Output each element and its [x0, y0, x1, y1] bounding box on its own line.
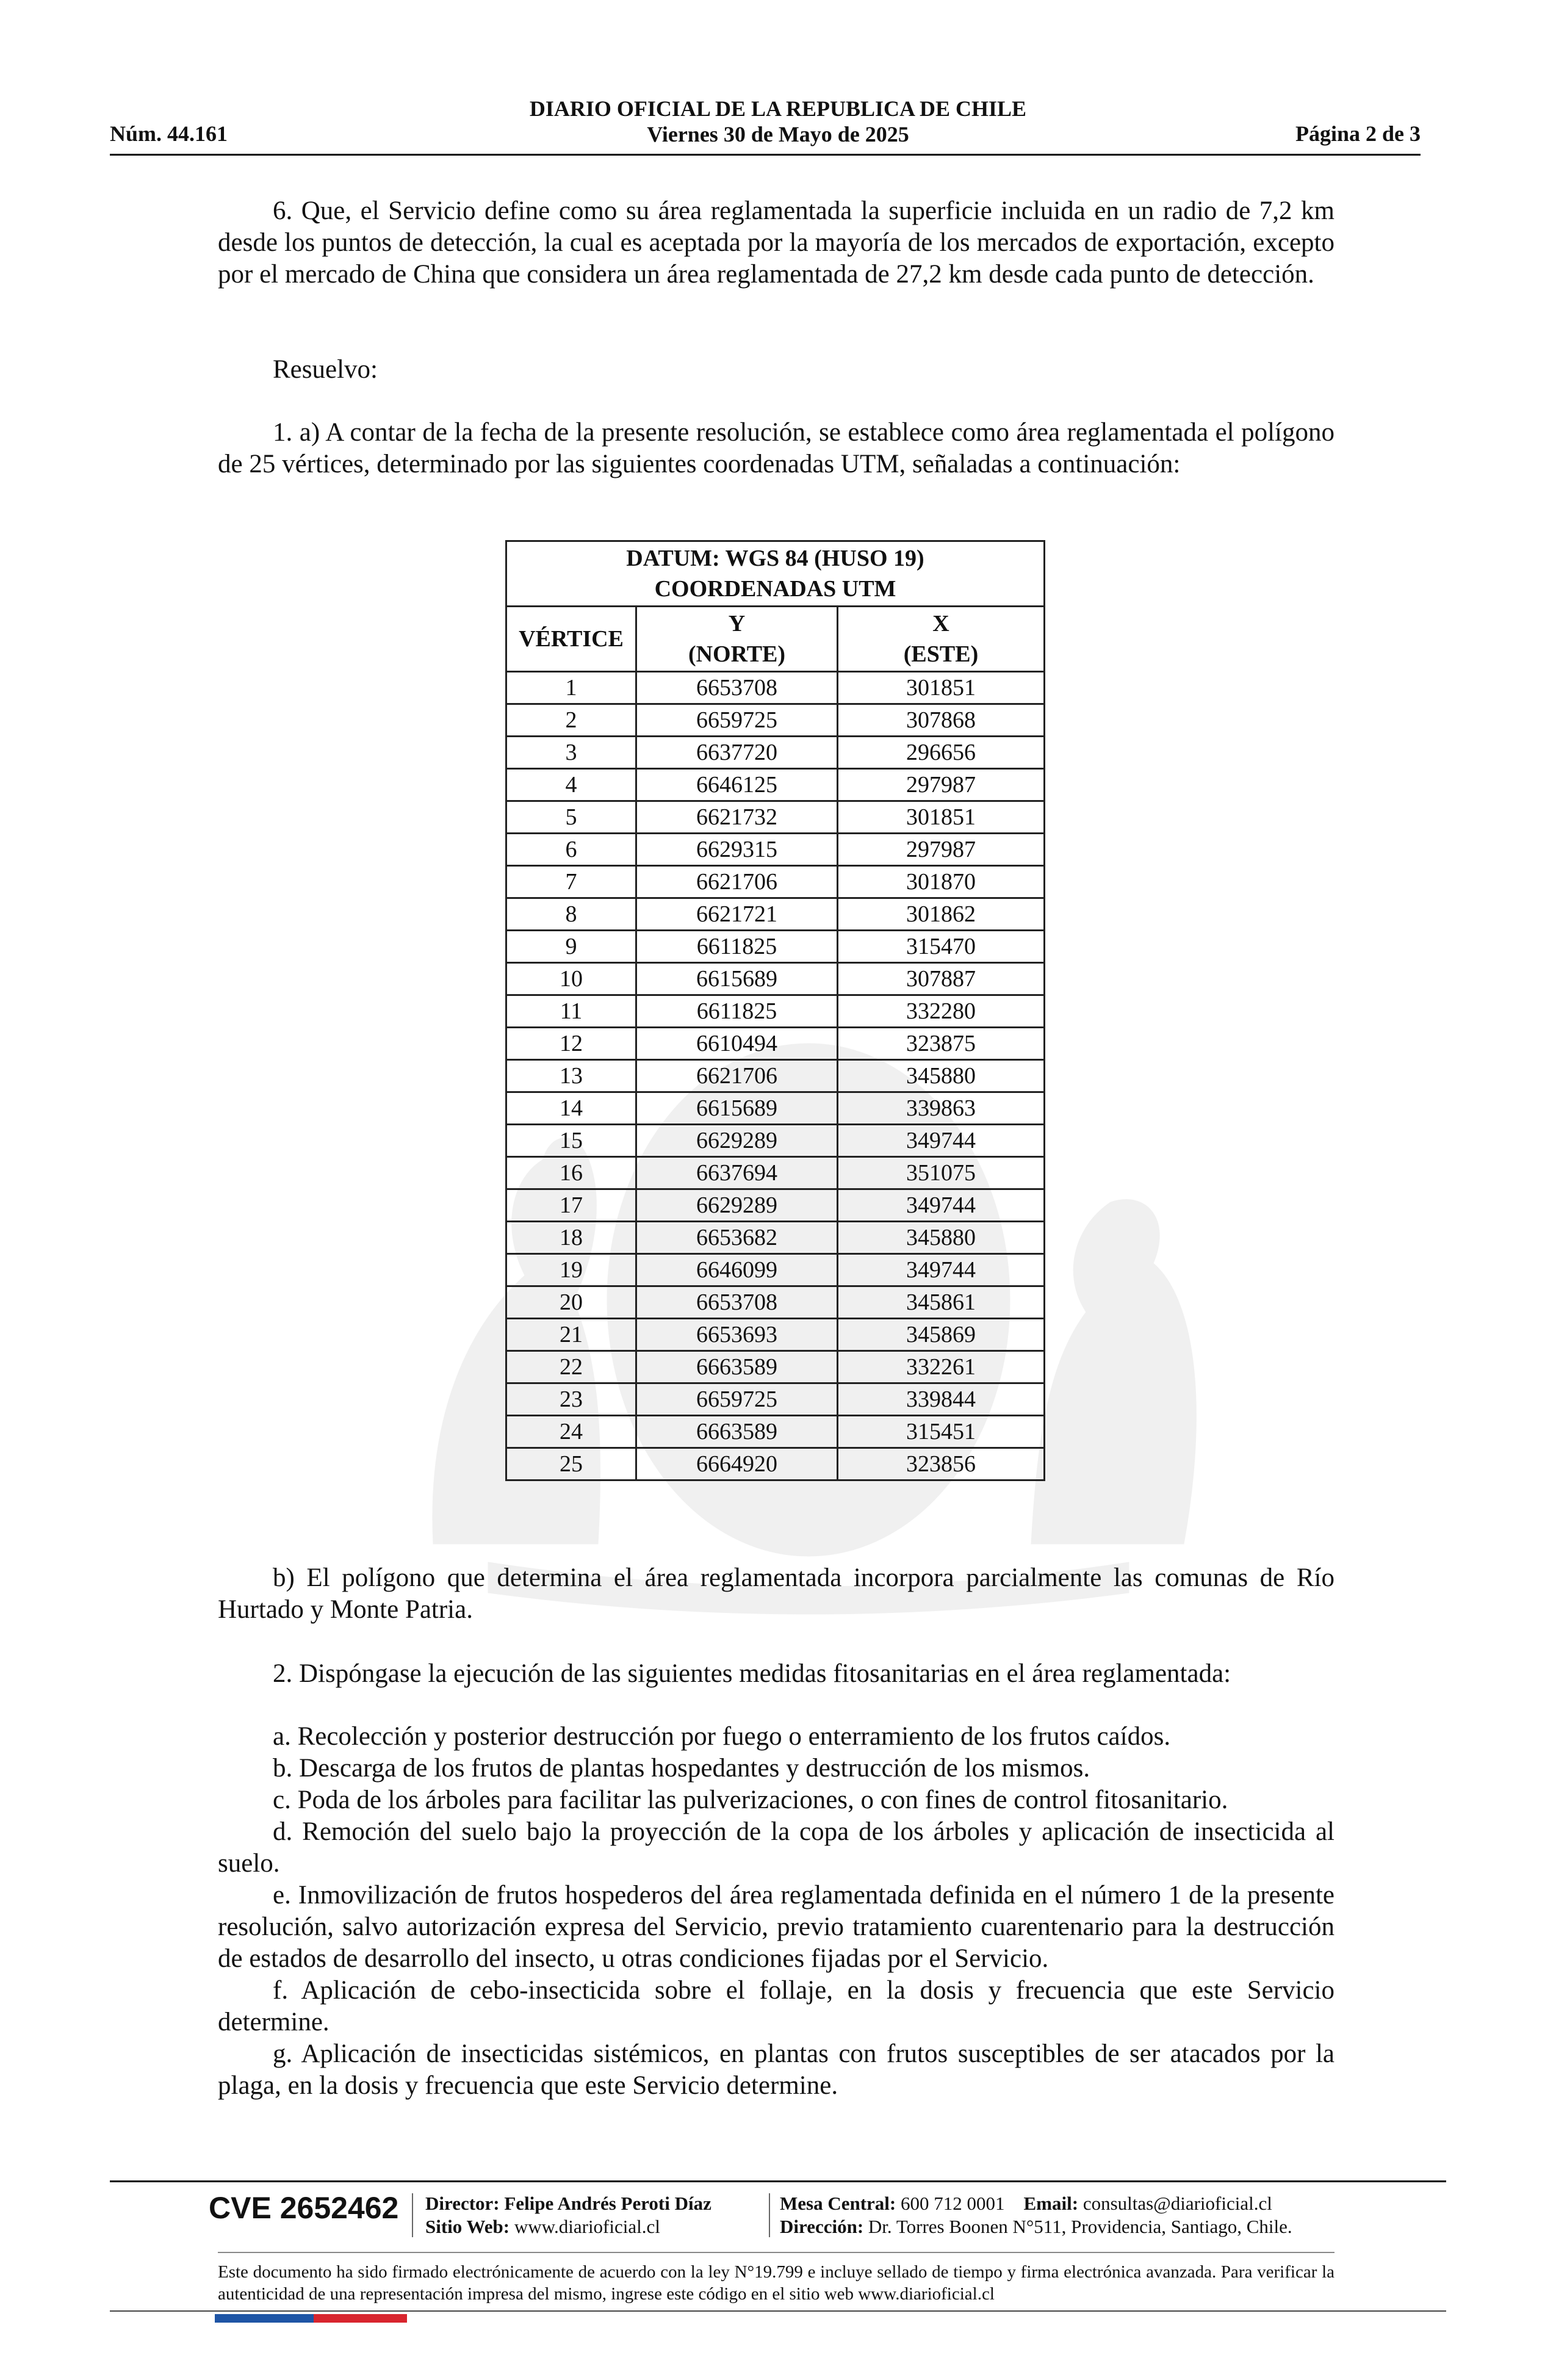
este-cell: 349744 [838, 1254, 1045, 1286]
este-cell: 345880 [838, 1060, 1045, 1092]
measure-c: c. Poda de los árboles para facilitar las pulverizaciones, o con fines de control fitosanitario. [273, 1786, 1228, 1814]
vertex-cell: 11 [506, 995, 636, 1028]
footer-director-block [425, 2192, 711, 2238]
table-row [506, 1092, 1045, 1125]
page-number: Página 2 de 3 [1295, 121, 1421, 146]
vertex-cell: 13 [506, 1060, 636, 1092]
vertex-cell: 3 [506, 737, 636, 769]
este-cell: 349744 [838, 1125, 1045, 1157]
footer-inner-divider [218, 2252, 1334, 2253]
table-row [506, 1028, 1045, 1060]
este-cell: 315470 [838, 931, 1045, 963]
este-cell: 349744 [838, 1189, 1045, 1222]
vertex-cell: 24 [506, 1416, 636, 1448]
paragraph-1a: 1. a) A contar de la fecha de la presente resolución, se establece como área reglamentada el polígono de 25 vértices, determinado por las siguientes coordenadas UTM, señaladas a continuación: [218, 418, 1334, 478]
norte-cell: 6621732 [636, 801, 838, 834]
este-cell: 323856 [838, 1448, 1045, 1480]
norte-cell: 6646099 [636, 1254, 838, 1286]
table-subtitle: COORDENADAS UTM [654, 576, 896, 602]
footer-contact [780, 2192, 1292, 2215]
resuelvo-heading: Resuelvo: [273, 355, 378, 384]
vertex-cell: 17 [506, 1189, 636, 1222]
publication-title: DIARIO OFICIAL DE LA REPUBLICA DE CHILE [529, 96, 1027, 121]
paragraph-2: 2. Dispóngase la ejecución de las siguientes medidas fitosanitarias en el área reglamentada: [273, 1659, 1231, 1688]
address-value: Dr. Torres Boonen N°511, Providencia, Santiago, Chile. [868, 2216, 1292, 2237]
measure-e: e. Inmovilización de frutos hospederos del área reglamentada definida en el número 1 de la presente resolución, salvo autorización expresa del Servicio, previo tratamiento cuarentenario para la destrucción de estados de desarrollo del insecto, u otras condiciones fijadas por el Servicio. [218, 1881, 1334, 1973]
footer-bottom-rule [110, 2310, 1446, 2312]
norte-cell: 6653682 [636, 1222, 838, 1254]
norte-cell: 6653708 [636, 672, 838, 704]
table-row [506, 834, 1045, 866]
vertex-cell: 18 [506, 1222, 636, 1254]
este-cell: 301851 [838, 672, 1045, 704]
table-row [506, 1319, 1045, 1351]
vertex-cell: 10 [506, 963, 636, 995]
norte-cell: 6611825 [636, 931, 838, 963]
measure-b: b. Descarga de los frutos de plantas hospedantes y destrucción de los mismos. [273, 1754, 1090, 1783]
vertex-cell: 19 [506, 1254, 636, 1286]
este-cell: 345880 [838, 1222, 1045, 1254]
norte-cell: 6615689 [636, 1092, 838, 1125]
address-label: Dirección: [780, 2216, 864, 2237]
vertex-cell: 7 [506, 866, 636, 898]
table-row [506, 1189, 1045, 1222]
vertex-cell: 25 [506, 1448, 636, 1480]
vertex-cell: 12 [506, 1028, 636, 1060]
vertex-cell: 20 [506, 1286, 636, 1319]
vertex-cell: 14 [506, 1092, 636, 1125]
vertex-cell: 5 [506, 801, 636, 834]
este-cell: 297987 [838, 834, 1045, 866]
norte-cell: 6646125 [636, 769, 838, 801]
vertex-cell: 6 [506, 834, 636, 866]
este-cell: 339844 [838, 1383, 1045, 1416]
table-row [506, 801, 1045, 834]
este-cell: 323875 [838, 1028, 1045, 1060]
norte-cell: 6663589 [636, 1351, 838, 1383]
column-header-vertex: VÉRTICE [506, 607, 636, 672]
norte-cell: 6663589 [636, 1416, 838, 1448]
column-header-x [838, 607, 1045, 672]
table-row [506, 995, 1045, 1028]
este-cell: 339863 [838, 1092, 1045, 1125]
vertex-cell: 2 [506, 704, 636, 737]
table-row [506, 737, 1045, 769]
measure-a: a. Recolección y posterior destrucción por fuego o enterramiento de los frutos caídos. [273, 1722, 1171, 1751]
column-x-label: X [932, 611, 949, 636]
column-y-sublabel: (NORTE) [688, 641, 786, 667]
mesa-phone: 600 712 0001 [901, 2193, 1005, 2214]
norte-cell: 6653693 [636, 1319, 838, 1351]
vertex-cell: 1 [506, 672, 636, 704]
norte-cell: 6615689 [636, 963, 838, 995]
table-row [506, 1448, 1045, 1480]
este-cell: 307868 [838, 704, 1045, 737]
issue-date: Viernes 30 de Mayo de 2025 [647, 122, 909, 146]
table-row [506, 704, 1045, 737]
footer-contact-block [780, 2192, 1292, 2238]
footer-divider [110, 2180, 1446, 2182]
table-row [506, 1060, 1045, 1092]
table-row [506, 931, 1045, 963]
este-cell: 345869 [838, 1319, 1045, 1351]
este-cell: 351075 [838, 1157, 1045, 1189]
table-body [506, 672, 1045, 1480]
vertex-cell: 21 [506, 1319, 636, 1351]
table-row [506, 672, 1045, 704]
table-row [506, 1125, 1045, 1157]
este-cell: 296656 [838, 737, 1045, 769]
vertex-cell: 23 [506, 1383, 636, 1416]
este-cell: 332261 [838, 1351, 1045, 1383]
cve-code: CVE 2652462 [209, 2191, 399, 2225]
measure-f: f. Aplicación de cebo-insecticida sobre el follaje, en la dosis y frecuencia que este Servicio determine. [218, 1976, 1334, 2036]
header-divider [110, 154, 1421, 156]
paragraph-6: 6. Que, el Servicio define como su área reglamentada la superficie incluida en un radio de 7,2 km desde los puntos de detección, la cual es aceptada por la mayoría de los mercados de exportación, excepto por el mercado de China que considera un área reglamentada de 27,2 km desde cada punto de detección. [218, 197, 1334, 289]
vertex-cell: 8 [506, 898, 636, 931]
email-label: Email: [1023, 2193, 1079, 2214]
flag-bar-red [314, 2314, 407, 2323]
legal-notice: Este documento ha sido firmado electrónicamente de acuerdo con la ley N°19.799 e incluye sellado de tiempo y firma electrónica avanzada. Para verificar la autenticidad de una representación impresa del mismo, ingrese este código en el sitio web www.diarioficial.cl [218, 2262, 1334, 2304]
footer-address [780, 2215, 1292, 2238]
measures-list [218, 1721, 1334, 2102]
table-row [506, 1222, 1045, 1254]
column-y-label: Y [728, 611, 746, 636]
director-label: Director: [425, 2193, 500, 2214]
norte-cell: 6637720 [636, 737, 838, 769]
norte-cell: 6637694 [636, 1157, 838, 1189]
vertex-cell: 4 [506, 769, 636, 801]
norte-cell: 6629315 [636, 834, 838, 866]
table-row [506, 1157, 1045, 1189]
measure-d: d. Remoción del suelo bajo la proyección de la copa de los árboles y aplicación de insecticida al suelo. [218, 1817, 1334, 1878]
vertex-cell: 16 [506, 1157, 636, 1189]
norte-cell: 6621706 [636, 866, 838, 898]
table-datum: DATUM: WGS 84 (HUSO 19) [626, 546, 924, 571]
footer-director [425, 2192, 711, 2215]
norte-cell: 6629289 [636, 1125, 838, 1157]
footer-separator [769, 2193, 770, 2237]
norte-cell: 6629289 [636, 1189, 838, 1222]
table-row [506, 866, 1045, 898]
measure-g: g. Aplicación de insecticidas sistémicos, en plantas con frutos susceptibles de ser atacados por la plaga, en la dosis y frecuencia que este Servicio determine. [218, 2039, 1334, 2100]
este-cell: 307887 [838, 963, 1045, 995]
table-row [506, 1383, 1045, 1416]
table-row [506, 1416, 1045, 1448]
table-row [506, 1254, 1045, 1286]
este-cell: 315451 [838, 1416, 1045, 1448]
column-x-sublabel: (ESTE) [903, 641, 979, 667]
norte-cell: 6621706 [636, 1060, 838, 1092]
site-label: Sitio Web: [425, 2216, 510, 2237]
paragraph-1b: b) El polígono que determina el área reglamentada incorpora parcialmente las comunas de Río Hurtado y Monte Patria. [218, 1563, 1334, 1624]
norte-cell: 6611825 [636, 995, 838, 1028]
norte-cell: 6659725 [636, 1383, 838, 1416]
table-row [506, 963, 1045, 995]
vertex-cell: 9 [506, 931, 636, 963]
este-cell: 332280 [838, 995, 1045, 1028]
norte-cell: 6659725 [636, 704, 838, 737]
norte-cell: 6610494 [636, 1028, 838, 1060]
vertex-cell: 22 [506, 1351, 636, 1383]
este-cell: 345861 [838, 1286, 1045, 1319]
table-title [506, 541, 1045, 607]
table-row [506, 1351, 1045, 1383]
este-cell: 301870 [838, 866, 1045, 898]
este-cell: 297987 [838, 769, 1045, 801]
este-cell: 301851 [838, 801, 1045, 834]
mesa-label: Mesa Central: [780, 2193, 896, 2214]
norte-cell: 6653708 [636, 1286, 838, 1319]
issue-number: Núm. 44.161 [110, 121, 228, 146]
column-header-y [636, 607, 838, 672]
email-link[interactable]: consultas@diarioficial.cl [1082, 2193, 1272, 2214]
footer-site [425, 2215, 711, 2238]
table-row [506, 1286, 1045, 1319]
vertex-cell: 15 [506, 1125, 636, 1157]
director-name: Felipe Andrés Peroti Díaz [504, 2193, 711, 2214]
este-cell: 301862 [838, 898, 1045, 931]
site-link[interactable]: www.diarioficial.cl [514, 2216, 660, 2237]
table-row [506, 769, 1045, 801]
footer-separator [412, 2193, 413, 2237]
flag-bar-blue [215, 2314, 314, 2323]
utm-coordinates-table [505, 540, 1045, 1481]
norte-cell: 6621721 [636, 898, 838, 931]
norte-cell: 6664920 [636, 1448, 838, 1480]
table-row [506, 898, 1045, 931]
